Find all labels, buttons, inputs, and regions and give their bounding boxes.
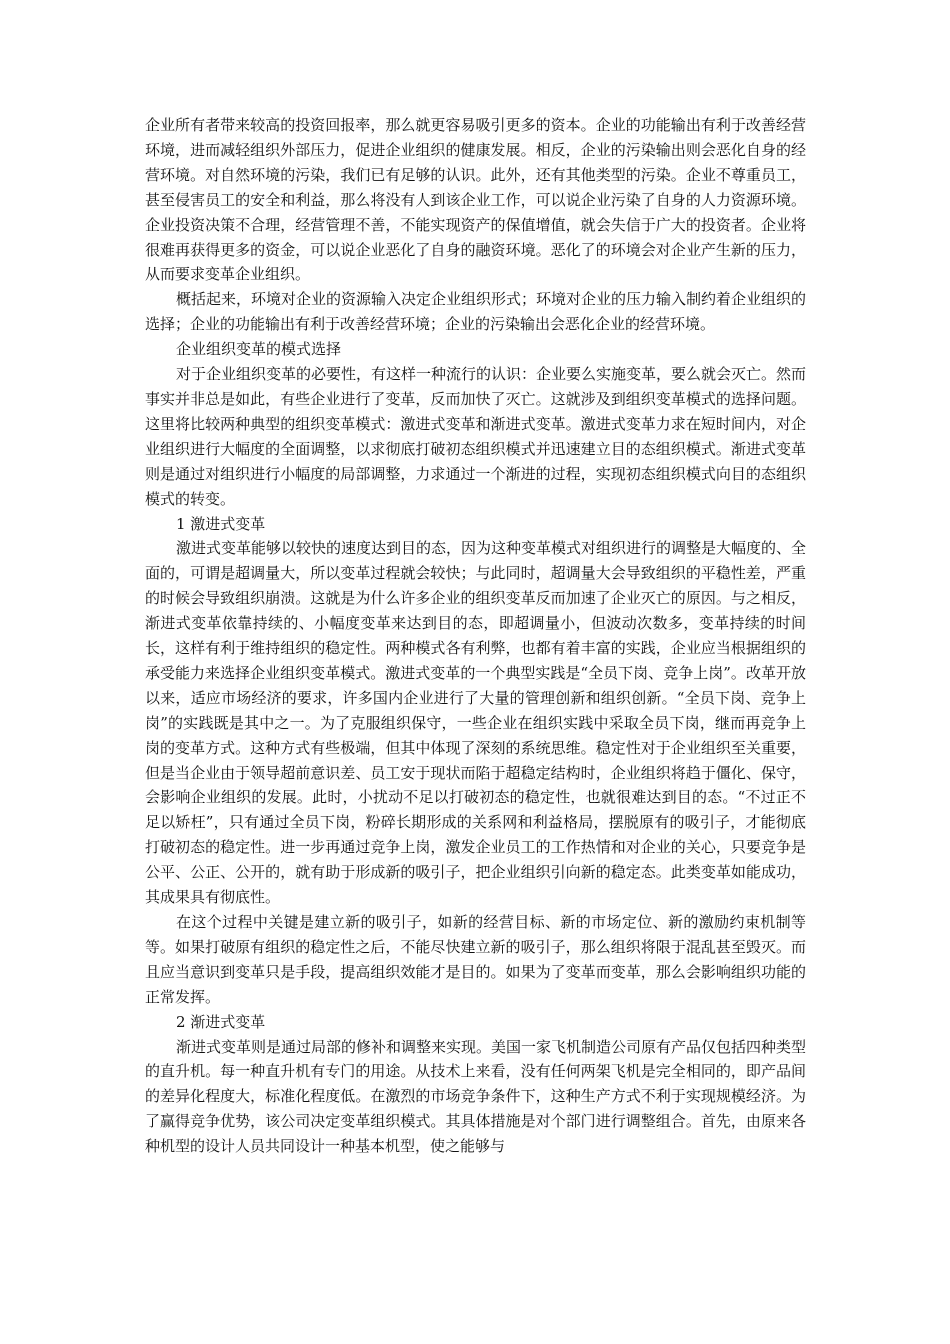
section-heading-incremental-change: 2 渐进式变革 bbox=[176, 1012, 266, 1031]
paragraph-5: 在这个过程中关键是建立新的吸引子，如新的经营目标、新的市场定位、新的激励约束机制等等。如果打破原有组织的稳定性之后，不能尽快建立新的吸引子，那么组织将限于混乱甚至毁灭。而且应当意识到变革只是手段，提高组织效能才是目的。如果为了变革而变革，那么会影响组织功能的正常发挥。 bbox=[145, 913, 806, 1006]
paragraph-3: 对于企业组织变革的必要性，有这样一种流行的认识：企业要么实施变革，要么就会灭亡。然而事实并非总是如此，有些企业进行了变革，反而加快了灭亡。这就涉及到组织变革模式的选择问题。这里将比较两种典型的组织变革模式：激进式变革和渐进式变革。激进式变革力求在短时间内，对企业组织进行大幅度的全面调整，以求彻底打破初态组织模式并迅速建立目的态组织模式。渐进式变革则是通过对组织进行小幅度的局部调整，力求通过一个渐进的过程，实现初态组织模式向目的态组织模式的转变。 bbox=[145, 365, 807, 508]
section-heading-radical-change: 1 激进式变革 bbox=[176, 514, 266, 533]
document-page bbox=[145, 113, 806, 1159]
paragraph-1: 企业所有者带来较高的投资回报率，那么就更容易吸引更多的资本。企业的功能输出有利于改善经营环境，进而减轻组织外部压力，促进企业组织的健康发展。相反，企业的污染输出则会恶化自身的经营环境。对自然环境的污染，我们已有足够的认识。此外，还有其他类型的污染。企业不尊重员工，甚至侵害员工的安全和利益，那么将没有人到该企业工作，可以说企业污染了自身的人力资源环境。企业投资决策不合理，经营管理不善，不能实现资产的保值增值，就会失信于广大的投资者。企业将很难再获得更多的资金，可以说企业恶化了自身的融资环境。恶化了的环境会对企业产生新的压力，从而要求变革企业组织。 bbox=[145, 116, 806, 284]
paragraph-6: 渐进式变革则是通过局部的修补和调整来实现。美国一家飞机制造公司原有产品仅包括四种类型的直升机。每一种直升机有专门的用途。从技术上来看，没有任何两架飞机是完全相同的，即产品间的差异化程度大，标准化程度低。在激烈的市场竞争条件下，这种生产方式不利于实现规模经济。为了赢得竞争优势，该公司决定变革组织模式。其具体措施是对个部门进行调整组合。首先，由原来各种机型的设计人员共同设计一种基本机型，使之能够与 bbox=[145, 1037, 807, 1156]
section-heading-mode-selection: 企业组织变革的模式选择 bbox=[176, 340, 342, 359]
paragraph-4: 激进式变革能够以较快的速度达到目的态，因为这种变革模式对组织进行的调整是大幅度的、全面的，可谓是超调量大，所以变革过程就会较快；与此同时，超调量大会导致组织的平稳性差，严重的时候会导致组织崩溃。这就是为什么许多企业的组织变革反而加速了企业灭亡的原因。与之相反，渐进式变革依靠持续的、小幅度变革来达到目的态，即超调量小，但波动次数多，变革持续的时间长，这样有利于维持组织的稳定性。两种模式各有利弊，也都有着丰富的实践，企业应当根据组织的承受能力来选择企业组织变革模式。激进式变革的一个典型实践是“全员下岗、竞争上岗”。改革开放以来，适应市场经济的要求，许多国内企业进行了大量的管理创新和组织创新。“全员下岗、竞争上岗”的实践既是其中之一。为了克服组织保守，一些企业在组织实践中采取全员下岗，继而再竞争上岗的变革方式。这种方式有些极端，但其中体现了深刻的系统思维。稳定性对于企业组织至关重要，但是当企业由于领导超前意识差、员工安于现状而陷于超稳定结构时，企业组织将趋于僵化、保守，会影响企业组织的发展。此时，小扰动不足以打破初态的稳定性，也就很难达到目的态。“不过正不足以矫枉”，只有通过全员下岗，粉碎长期形成的关系网和利益格局，摆脱原有的吸引子，才能彻底打破初态的稳定性。进一步再通过竞争上岗，激发企业员工的工作热情和对企业的关心，只要竞争是公平、公正、公开的，就有助于形成新的吸引子，把企业组织引向新的稳定态。此类变革如能成功，其成果具有彻底性。 bbox=[145, 539, 807, 907]
paragraph-2: 概括起来，环境对企业的资源输入决定企业组织形式；环境对企业的压力输入制约着企业组织的选择；企业的功能输出有利于改善经营环境；企业的污染输出会恶化企业的经营环境。 bbox=[145, 290, 807, 334]
